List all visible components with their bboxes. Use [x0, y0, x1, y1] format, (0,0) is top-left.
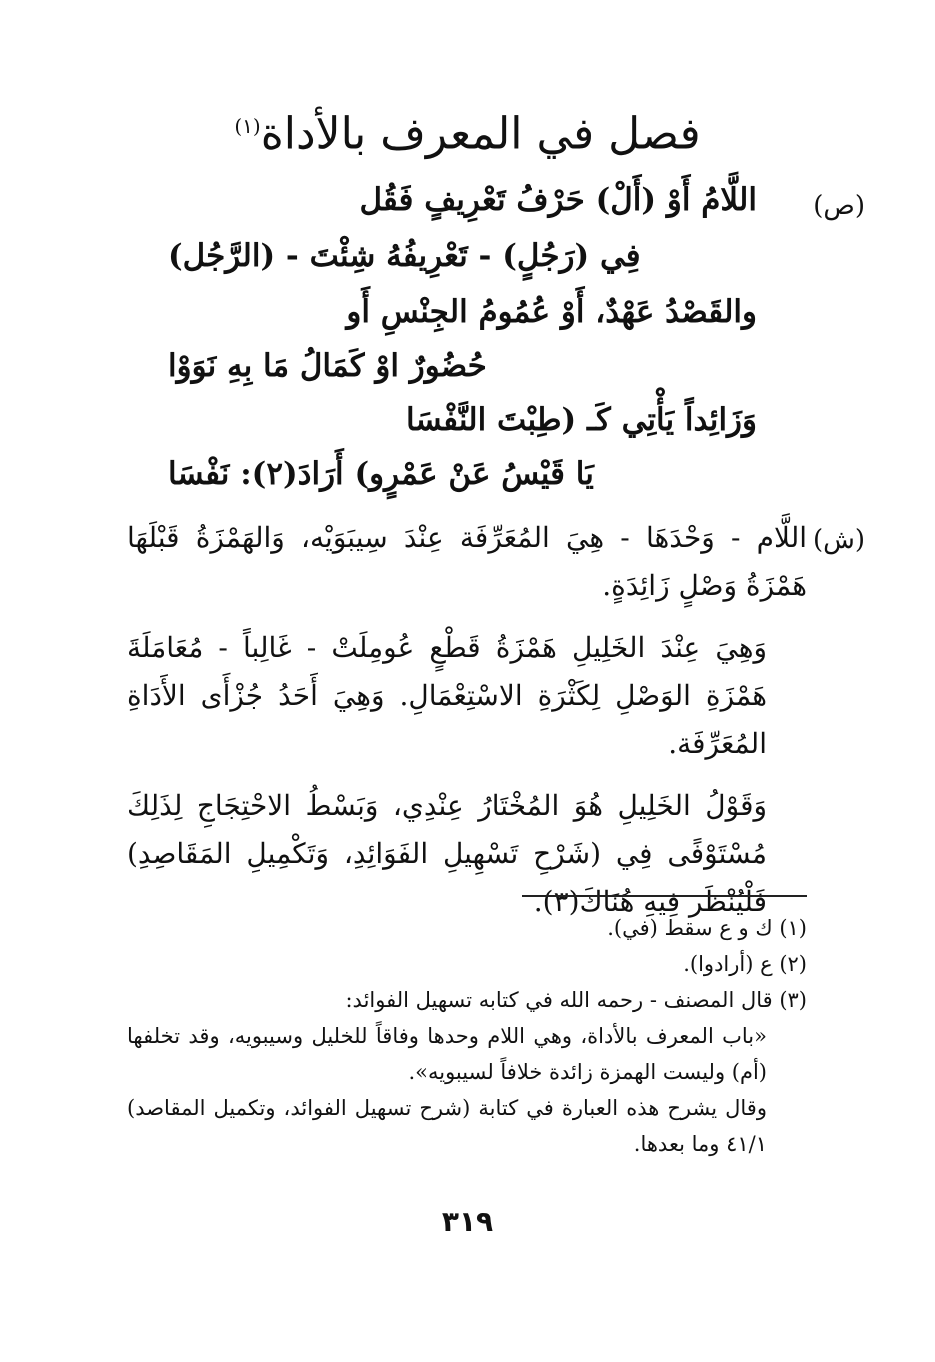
verse-line-2: فِي (رَجُلٍ) - تَعْرِيفُهُ شِئْتَ - (الرَّجُل)	[168, 238, 641, 274]
footnote-3-continuation: وقال يشرح هذه العبارة في كتابة (شرح تسهيل الفوائد، وتكميل المقاصد) ٤١/١ وما بعدها.	[127, 1096, 767, 1156]
verse-marker: (ص)	[813, 191, 865, 221]
footnote-2: (٢) ع (أرادوا).	[683, 952, 807, 976]
title-footnote-ref: (١)	[234, 114, 261, 138]
verse-line-3: والقَصْدُ عَهْدٌ، أَوْ عُمُومُ الجِنْسِ أَو	[346, 294, 757, 330]
commentary-paragraph: اللَّام - وَحْدَهَا - هِيَ المُعَرِّفَة عِنْدَ سِيبَوَيْه، وَالهَمْزَةُ قَبْلَهَا هَمْزَةُ وَصْلٍ زَائِدَةٍ.	[127, 521, 807, 602]
footnote-separator	[522, 895, 807, 897]
verse-line-1: اللَّامُ أَوْ (أَلْ) حَرْفُ تَعْرِيفٍ فَقُل	[359, 182, 757, 218]
footnote-3-quote: «باب المعرف بالأداة، وهي اللام وحدها وفاقاً للخليل وسيبويه، وقد تخلفها (أم) وليست الهمزة زائدة خلافاً لسيبويه».	[127, 1024, 767, 1084]
page-number: ٣١٩	[441, 1205, 494, 1238]
verse-line-4: حُضُورٌ اوْ كَمَالُ مَا بِهِ نَوَوْا	[168, 348, 487, 384]
commentary-body	[127, 514, 807, 940]
section-title-text: فصل في المعرف بالأداة	[260, 108, 701, 160]
footnote-1: (١) ك و ع سقط (في).	[607, 916, 807, 940]
commentary-paragraph: وَقَوْلُ الخَلِيلِ هُوَ المُخْتَارُ عِنْدِي، وَبَسْطُ الاحْتِجَاجِ لِذَلِكَ مُسْتَوْفًى فِي (شَرْحِ تَسْهِيلِ الفَوَائِدِ، وَتَكْمِيلِ المَقَاصِدِ) فَلْيُنْظَر فِيهِ هُنَاكَ(٣).	[127, 789, 767, 918]
commentary-paragraph: وَهِيَ عِنْدَ الخَلِيلِ هَمْزَةُ قَطْعٍ عُومِلَتْ - غَالِباً - مُعَامَلَةَ هَمْزَةِ الوَصْلِ لِكَثْرَةِ الاسْتِعْمَالِ. وَهِيَ أَحَدُ جُزْأَى الأَدَاةِ المُعَرِّفَة.	[127, 631, 767, 760]
footnotes	[127, 910, 807, 1162]
footnote-3: (٣) قال المصنف - رحمه الله في كتابه تسهيل الفوائد:	[345, 988, 807, 1012]
verse-line-6: يَا قَيْسُ عَنْ عَمْرٍو) أَرَادَ(٢): نَفْسَا	[168, 456, 594, 492]
verse-line-5: وَزَائِداً يَأْتِي كَـ (طِبْتَ النَّفْسَا	[406, 402, 757, 438]
commentary-marker: (ش)	[812, 525, 865, 555]
section-title	[0, 96, 935, 165]
